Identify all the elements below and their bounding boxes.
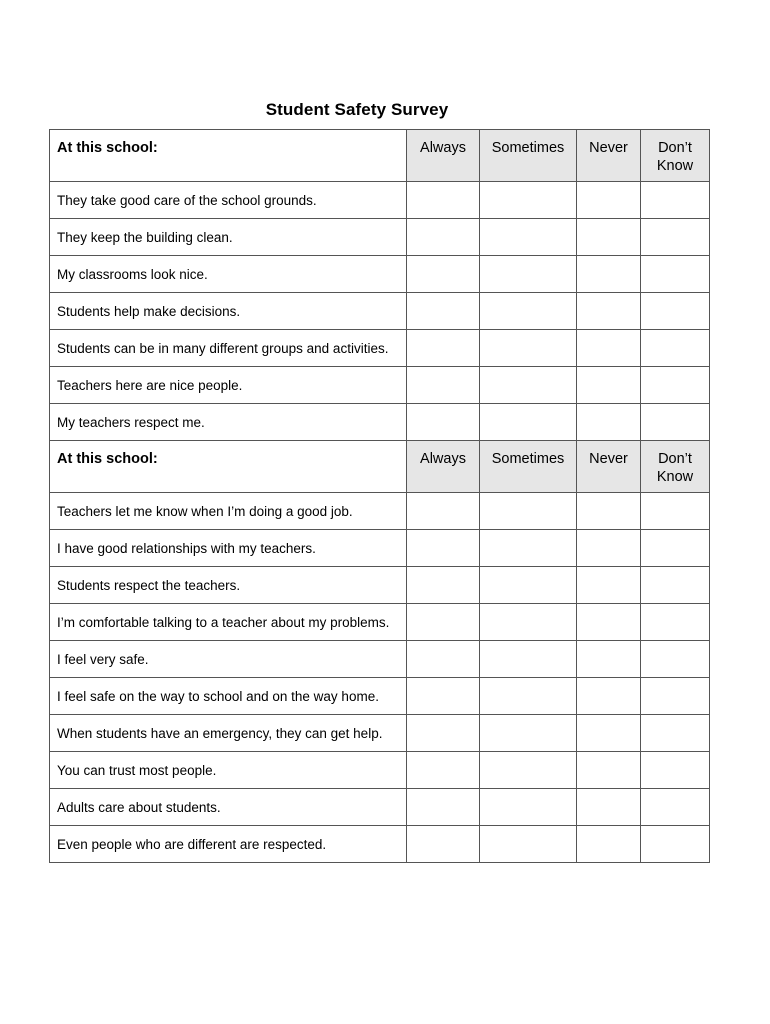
question-row [50,493,710,530]
question-row [50,752,710,789]
question-row [50,367,710,404]
answer-checkbox-dont-know[interactable] [641,641,709,677]
section-heading: At this school: [50,441,407,493]
answer-cell-always[interactable] [407,256,480,293]
question-text: I feel safe on the way to school and on the way home. [50,678,407,715]
answer-checkbox-dont-know[interactable] [641,752,709,788]
answer-cell-never[interactable] [577,293,641,330]
answer-checkbox-never[interactable] [577,752,640,788]
question-text: My teachers respect me. [50,404,407,441]
answer-cell-dont-know[interactable] [641,256,710,293]
answer-checkbox-never[interactable] [577,256,640,292]
question-text: Teachers let me know when I’m doing a good job. [50,493,407,530]
answer-cell-always[interactable] [407,182,480,219]
answer-checkbox-always[interactable] [407,567,479,603]
answer-cell-dont-know[interactable] [641,367,710,404]
answer-cell-dont-know[interactable] [641,493,710,530]
answer-checkbox-never[interactable] [577,604,640,640]
answer-cell-sometimes[interactable] [480,293,577,330]
answer-checkbox-always[interactable] [407,367,479,403]
answer-cell-sometimes[interactable] [480,182,577,219]
answer-cell-dont-know[interactable] [641,789,710,826]
question-text: I feel very safe. [50,641,407,678]
answer-checkbox-sometimes[interactable] [480,256,576,292]
question-text: My classrooms look nice. [50,256,407,293]
answer-cell-sometimes[interactable] [480,219,577,256]
answer-cell-dont-know[interactable] [641,604,710,641]
answer-cell-sometimes[interactable] [480,752,577,789]
answer-cell-always[interactable] [407,678,480,715]
answer-cell-never[interactable] [577,330,641,367]
answer-cell-always[interactable] [407,293,480,330]
answer-cell-always[interactable] [407,604,480,641]
answer-checkbox-sometimes[interactable] [480,493,576,529]
answer-checkbox-sometimes[interactable] [480,752,576,788]
answer-checkbox-never[interactable] [577,567,640,603]
question-row [50,826,710,863]
survey-title: Student Safety Survey [265,100,449,119]
answer-checkbox-dont-know[interactable] [641,367,709,403]
answer-checkbox-always[interactable] [407,219,479,255]
answer-checkbox-dont-know[interactable] [641,826,709,862]
answer-checkbox-always[interactable] [407,641,479,677]
answer-checkbox-dont-know[interactable] [641,219,709,255]
answer-checkbox-never[interactable] [577,404,640,440]
answer-cell-never[interactable] [577,404,641,441]
question-text: Students can be in many different groups and activities. [50,330,407,367]
column-header-never: Never [577,130,641,182]
answer-checkbox-never[interactable] [577,367,640,403]
answer-checkbox-sometimes[interactable] [480,567,576,603]
answer-checkbox-sometimes[interactable] [480,715,576,751]
answer-checkbox-never[interactable] [577,493,640,529]
answer-cell-always[interactable] [407,330,480,367]
answer-cell-dont-know[interactable] [641,404,710,441]
answer-checkbox-always[interactable] [407,752,479,788]
answer-checkbox-always[interactable] [407,330,479,366]
question-text: Students help make decisions. [50,293,407,330]
answer-checkbox-always[interactable] [407,715,479,751]
answer-checkbox-always[interactable] [407,678,479,714]
answer-checkbox-always[interactable] [407,293,479,329]
answer-checkbox-sometimes[interactable] [480,530,576,566]
answer-cell-never[interactable] [577,256,641,293]
answer-cell-dont-know[interactable] [641,752,710,789]
answer-cell-dont-know[interactable] [641,530,710,567]
answer-cell-dont-know[interactable] [641,641,710,678]
question-row [50,604,710,641]
question-row [50,678,710,715]
answer-checkbox-sometimes[interactable] [480,641,576,677]
answer-checkbox-always[interactable] [407,256,479,292]
answer-cell-never[interactable] [577,604,641,641]
answer-cell-dont-know[interactable] [641,567,710,604]
section-header-row [50,130,710,182]
question-row [50,404,710,441]
answer-checkbox-dont-know[interactable] [641,256,709,292]
question-row [50,219,710,256]
answer-cell-always[interactable] [407,530,480,567]
answer-cell-sometimes[interactable] [480,404,577,441]
section-header-row [50,441,710,493]
answer-cell-never[interactable] [577,493,641,530]
answer-checkbox-never[interactable] [577,293,640,329]
column-header-dont-know: Don’t Know [641,130,710,182]
question-text: Students respect the teachers. [50,567,407,604]
answer-checkbox-dont-know[interactable] [641,182,709,218]
answer-checkbox-never[interactable] [577,330,640,366]
question-row [50,641,710,678]
answer-cell-never[interactable] [577,219,641,256]
answer-checkbox-dont-know[interactable] [641,715,709,751]
question-row [50,567,710,604]
question-text: Teachers here are nice people. [50,367,407,404]
answer-cell-always[interactable] [407,493,480,530]
column-header-always: Always [407,441,480,493]
question-text: When students have an emergency, they can get help. [50,715,407,752]
answer-cell-dont-know[interactable] [641,182,710,219]
answer-cell-sometimes[interactable] [480,567,577,604]
question-text: I’m comfortable talking to a teacher about my problems. [50,604,407,641]
answer-cell-always[interactable] [407,715,480,752]
answer-checkbox-always[interactable] [407,530,479,566]
answer-cell-sometimes[interactable] [480,367,577,404]
answer-cell-always[interactable] [407,219,480,256]
question-row [50,330,710,367]
answer-cell-dont-know[interactable] [641,293,710,330]
answer-cell-always[interactable] [407,826,480,863]
answer-cell-never[interactable] [577,367,641,404]
answer-checkbox-never[interactable] [577,182,640,218]
answer-cell-never[interactable] [577,789,641,826]
answer-cell-always[interactable] [407,404,480,441]
column-header-never: Never [577,441,641,493]
answer-checkbox-sometimes[interactable] [480,330,576,366]
answer-cell-sometimes[interactable] [480,604,577,641]
answer-checkbox-always[interactable] [407,182,479,218]
answer-cell-sometimes[interactable] [480,826,577,863]
column-header-always: Always [407,130,480,182]
answer-checkbox-dont-know[interactable] [641,493,709,529]
answer-cell-sometimes[interactable] [480,789,577,826]
answer-checkbox-never[interactable] [577,678,640,714]
answer-checkbox-never[interactable] [577,826,640,862]
answer-cell-dont-know[interactable] [641,826,710,863]
answer-checkbox-never[interactable] [577,789,640,825]
answer-cell-sometimes[interactable] [480,493,577,530]
question-row [50,293,710,330]
survey-table [49,129,710,863]
answer-checkbox-always[interactable] [407,826,479,862]
column-header-sometimes: Sometimes [480,130,577,182]
answer-checkbox-dont-know[interactable] [641,789,709,825]
question-row [50,256,710,293]
answer-checkbox-never[interactable] [577,715,640,751]
answer-cell-always[interactable] [407,641,480,678]
question-text: I have good relationships with my teachers. [50,530,407,567]
answer-cell-sometimes[interactable] [480,678,577,715]
answer-cell-never[interactable] [577,752,641,789]
section-heading: At this school: [50,130,407,182]
answer-checkbox-always[interactable] [407,604,479,640]
answer-checkbox-sometimes[interactable] [480,404,576,440]
answer-checkbox-always[interactable] [407,493,479,529]
answer-checkbox-sometimes[interactable] [480,219,576,255]
answer-checkbox-dont-know[interactable] [641,293,709,329]
answer-checkbox-dont-know[interactable] [641,530,709,566]
answer-cell-sometimes[interactable] [480,256,577,293]
answer-checkbox-always[interactable] [407,404,479,440]
answer-cell-never[interactable] [577,182,641,219]
answer-cell-always[interactable] [407,367,480,404]
question-text: Even people who are different are respected. [50,826,407,863]
question-text: Adults care about students. [50,789,407,826]
question-row [50,182,710,219]
answer-checkbox-dont-know[interactable] [641,604,709,640]
answer-checkbox-never[interactable] [577,219,640,255]
answer-checkbox-sometimes[interactable] [480,293,576,329]
answer-checkbox-sometimes[interactable] [480,826,576,862]
answer-cell-never[interactable] [577,641,641,678]
answer-cell-sometimes[interactable] [480,641,577,678]
answer-checkbox-dont-know[interactable] [641,678,709,714]
answer-checkbox-sometimes[interactable] [480,367,576,403]
answer-cell-never[interactable] [577,826,641,863]
answer-checkbox-sometimes[interactable] [480,678,576,714]
question-text: You can trust most people. [50,752,407,789]
answer-cell-sometimes[interactable] [480,530,577,567]
answer-checkbox-dont-know[interactable] [641,330,709,366]
column-header-dont-know: Don’t Know [641,441,710,493]
answer-cell-never[interactable] [577,715,641,752]
answer-checkbox-sometimes[interactable] [480,182,576,218]
answer-cell-never[interactable] [577,678,641,715]
question-row [50,530,710,567]
answer-checkbox-dont-know[interactable] [641,404,709,440]
question-text: They keep the building clean. [50,219,407,256]
answer-checkbox-always[interactable] [407,789,479,825]
answer-cell-never[interactable] [577,567,641,604]
answer-cell-always[interactable] [407,752,480,789]
answer-checkbox-never[interactable] [577,641,640,677]
answer-cell-dont-know[interactable] [641,715,710,752]
answer-cell-dont-know[interactable] [641,219,710,256]
answer-cell-never[interactable] [577,530,641,567]
question-row [50,789,710,826]
answer-cell-always[interactable] [407,567,480,604]
answer-checkbox-sometimes[interactable] [480,789,576,825]
answer-cell-dont-know[interactable] [641,330,710,367]
answer-cell-always[interactable] [407,789,480,826]
question-text: They take good care of the school grounds. [50,182,407,219]
answer-cell-dont-know[interactable] [641,678,710,715]
column-header-sometimes: Sometimes [480,441,577,493]
answer-checkbox-never[interactable] [577,530,640,566]
question-row [50,715,710,752]
answer-checkbox-dont-know[interactable] [641,567,709,603]
answer-cell-sometimes[interactable] [480,715,577,752]
answer-checkbox-sometimes[interactable] [480,604,576,640]
answer-cell-sometimes[interactable] [480,330,577,367]
